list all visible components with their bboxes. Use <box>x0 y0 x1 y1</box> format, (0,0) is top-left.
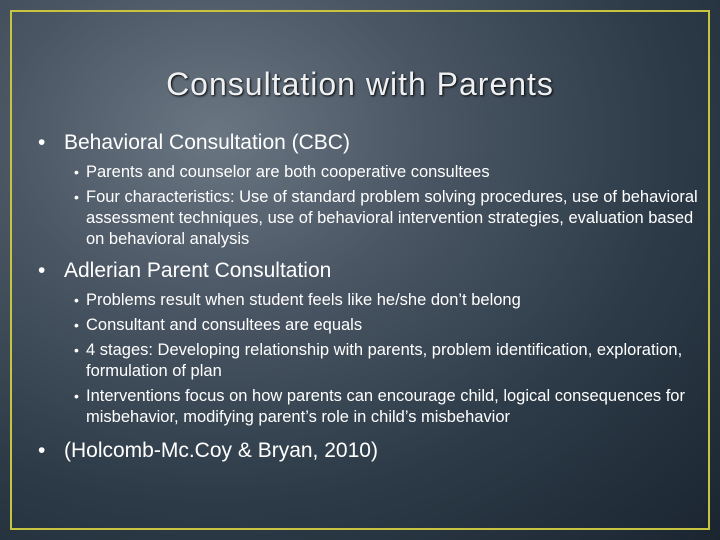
sub-bullet-marker: • <box>74 388 79 404</box>
bullet-item <box>28 258 698 284</box>
sub-bullet-marker: • <box>74 317 79 333</box>
bullet-marker: • <box>38 439 46 462</box>
bullet-item <box>28 130 698 156</box>
sub-bullet-text: Four characteristics: Use of standard problem solving procedures, use of behavioral assessment techniques, use of behavioral intervention strategies, evaluation based on behavioral analysis <box>86 188 698 248</box>
sub-bullet-text: Parents and counselor are both cooperative consultees <box>86 163 490 181</box>
sub-bullet-text: Consultant and consultees are equals <box>86 316 363 334</box>
slide-title: Consultation with Parents <box>166 66 554 102</box>
bullet-marker: • <box>38 131 46 154</box>
sub-bullet-marker: • <box>74 164 79 180</box>
bullet-text: (Holcomb-Mc.Coy & Bryan, 2010) <box>64 439 378 462</box>
sub-bullet-marker: • <box>74 342 79 358</box>
sub-bullet-item <box>28 340 698 382</box>
sub-bullet-item <box>28 162 698 183</box>
sub-bullet-item <box>28 386 698 428</box>
slide-content <box>28 130 698 464</box>
bullet-text: Adlerian Parent Consultation <box>64 259 332 282</box>
sub-bullet-item <box>28 315 698 336</box>
bullet-item <box>28 438 698 464</box>
sub-bullet-item <box>28 290 698 311</box>
sub-bullet-text: Problems result when student feels like he/she don’t belong <box>86 291 521 309</box>
sub-bullet-list <box>28 162 698 250</box>
bullet-text: Behavioral Consultation (CBC) <box>64 131 350 154</box>
sub-bullet-marker: • <box>74 292 79 308</box>
bullet-marker: • <box>38 259 46 282</box>
sub-bullet-text: Interventions focus on how parents can encourage child, logical consequences for misbehavior, modifying parent’s role in child’s misbehavior <box>86 387 685 426</box>
sub-bullet-marker: • <box>74 189 79 205</box>
sub-bullet-item <box>28 187 698 250</box>
sub-bullet-text: 4 stages: Developing relationship with parents, problem identification, exploration, formulation of plan <box>86 341 683 380</box>
sub-bullet-list <box>28 290 698 428</box>
